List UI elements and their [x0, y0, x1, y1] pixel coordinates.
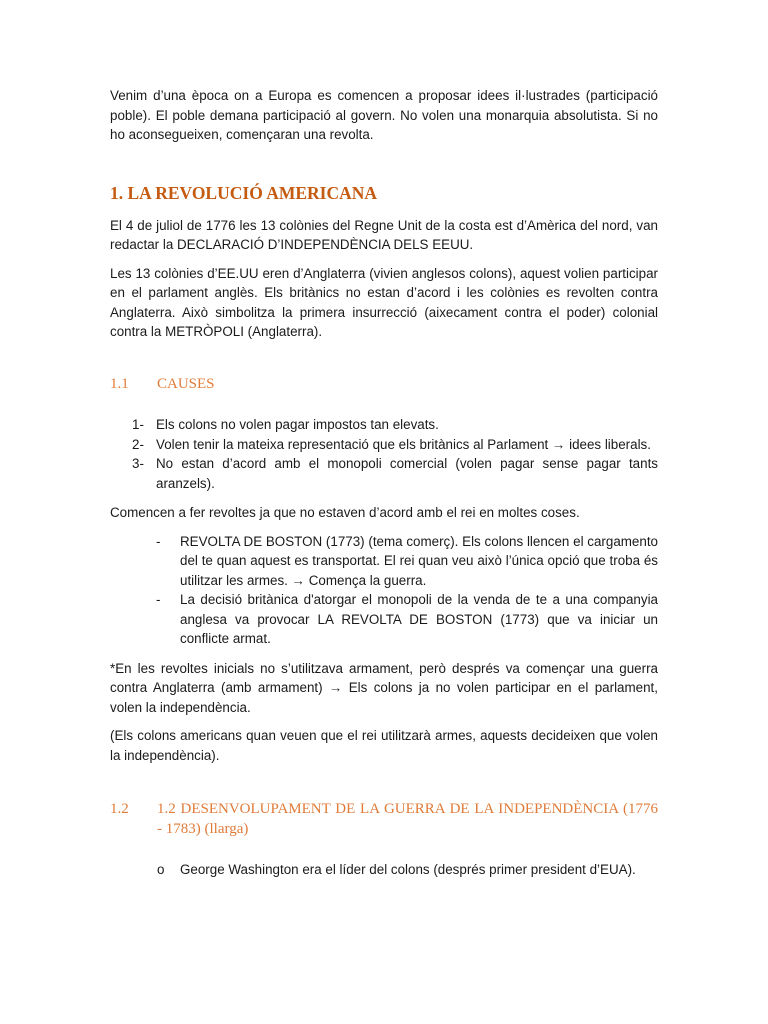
list-item-text: Els colons no volen pagar impostos tan elevats.	[156, 417, 439, 432]
revolts-list	[110, 532, 658, 649]
list-item	[110, 454, 658, 493]
section-1-1-heading	[110, 375, 658, 395]
parenthetical-paragraph: (Els colons americans quan veuen que el rei utilitzarà armes, aquests decideixen que volen la independència).	[110, 728, 658, 763]
list-item	[110, 590, 658, 649]
list-item	[110, 435, 658, 455]
document-page	[110, 86, 658, 880]
causes-list	[110, 415, 658, 493]
list-item	[110, 415, 658, 435]
section-1-paragraph-1: El 4 de juliol de 1776 les 13 colònies del Regne Unit de la costa est d’Amèrica del nord, van redactar la DECLARACIÓ D’INDEPENDÈNCIA DELS EEUU.	[110, 217, 658, 252]
section-number: 1.1	[110, 375, 129, 392]
list-item-text: La decisió britànica d'atorgar el monopoli de la venda de te a una companyia anglesa va provocar LA REVOLTA DE BOSTON (1773) que va iniciar un conflicte armat.	[180, 592, 658, 646]
list-item-text: REVOLTA DE BOSTON (1773) (tema comerç). Els colons llencen el cargamento del te quan aquest es transportat. El rei quan veu això l’única opció que troba és utilitzar les armes. → Comença la guerra.	[180, 533, 658, 588]
section-number: 1.2	[110, 801, 129, 817]
section-1-heading: 1. LA REVOLUCIÓ AMERICANA	[110, 182, 378, 203]
list-marker: 2-	[132, 436, 144, 452]
list-item	[110, 860, 658, 880]
section-title: CAUSES	[157, 375, 215, 392]
section-title: 1.2 DESENVOLUPAMENT DE LA GUERRA DE LA INDEPENDÈNCIA (1776 - 1783) (llarga)	[157, 801, 658, 837]
list-marker: o	[157, 862, 165, 877]
intro-paragraph: Venim d’una època on a Europa es comencen a proposar idees il·lustrades (participació poble). El poble demana participació al govern. No volen una monarquia absolutista. Si no ho aconsegueixen, començaran una revolta.	[110, 88, 658, 142]
section-1-paragraph-2: Les 13 colònies d’EE.UU eren d’Anglaterra (vivien anglesos colons), aquest volien participar en el parlament anglès. Els britànics no estan d’acord i les colònies es revolten contra Anglaterra. Això simbolitza la primera insurrecció (aixecament contra el poder) colonial contra la METRÒPOLI (Anglaterra).	[110, 265, 658, 339]
war-list	[110, 860, 658, 880]
list-item	[110, 532, 658, 591]
list-marker: -	[156, 592, 161, 607]
list-item-text: Volen tenir la mateixa representació que els britànics al Parlament → idees liberals.	[156, 436, 651, 452]
list-marker: -	[156, 533, 161, 549]
list-marker: 3-	[132, 456, 144, 471]
revoltes-paragraph: Comencen a fer revoltes ja que no estaven d’acord amb el rei en moltes coses.	[110, 505, 580, 520]
list-marker: 1-	[132, 417, 144, 432]
note-paragraph: *En les revoltes inicials no s’utilitzava armament, però després va començar una guerra contra Anglaterra (amb armament) → Els colons ja no volen participar en el parlament, volen la independència.	[110, 660, 658, 715]
section-1-2-heading	[110, 800, 658, 839]
list-item-text: No estan d’acord amb el monopoli comercial (volen pagar sense pagar tants aranzels).	[156, 456, 658, 491]
list-item-text: George Washington era el líder del colons (després primer president d’EUA).	[180, 862, 636, 877]
